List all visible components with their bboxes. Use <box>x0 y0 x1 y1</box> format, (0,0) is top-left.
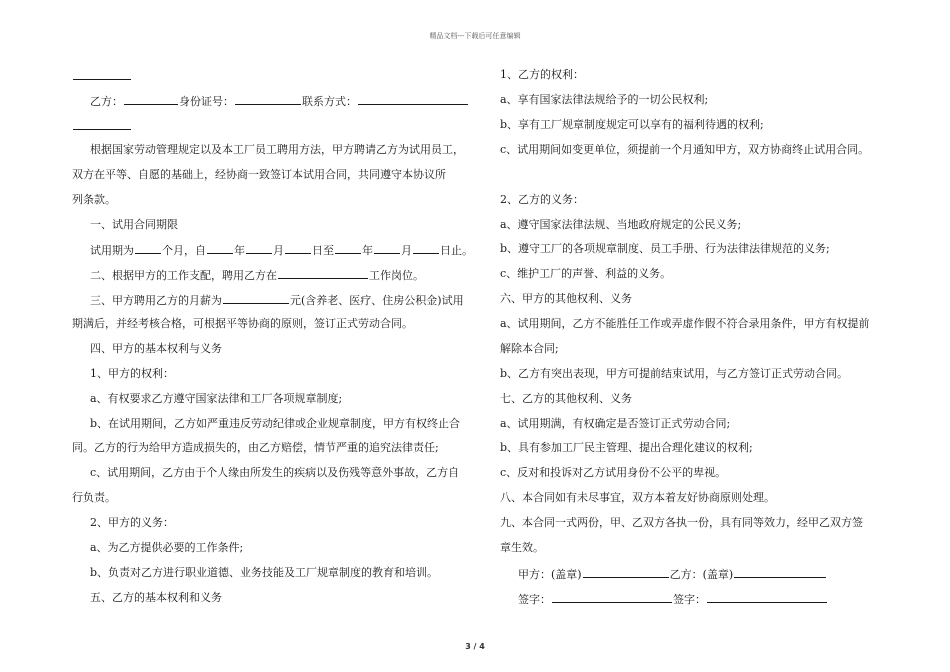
blank <box>135 242 161 254</box>
party-a-right-b-2: 同。乙方的行为给甲方造成损失的，由乙方赔偿，情节严重的追究法律责任; <box>72 441 439 454</box>
section-4-title: 四、甲方的基本权利与义务 <box>90 342 222 355</box>
party-b-duty-a: a、遵守国家法律法规、当地政府规定的公民义务; <box>500 218 742 231</box>
party-b-label: 乙方： <box>90 95 123 108</box>
text: 日至 <box>312 244 334 257</box>
text: 月 <box>401 244 412 257</box>
party-b-sign-label: 签字： <box>673 593 706 606</box>
intro-line-2: 双方在平等、自愿的基础上，经协商一致签订本试用合同，共同遵守本协议所 <box>72 168 446 181</box>
party-a-right-c-1: c、试用期间，乙方由于个人缘由所发生的疾病以及伤残等意外事故，乙方自 <box>90 466 460 479</box>
section-6-a-2: 解除本合同; <box>500 342 559 355</box>
party-a-rights-heading: 1、甲方的权利： <box>90 367 174 380</box>
party-b-info <box>90 93 469 109</box>
section-7-title: 七、乙方的其他权利、义务 <box>500 392 632 405</box>
section-3-line-1 <box>90 292 464 308</box>
seal-line <box>518 566 827 582</box>
text: 试用期为 <box>90 244 134 257</box>
party-a-right-a: a、有权要求乙方遵守国家法律和工厂各项规章制度; <box>90 392 343 405</box>
party-a-right-c-2: 行负责。 <box>72 491 116 504</box>
text: 年 <box>234 244 245 257</box>
blank <box>552 591 672 603</box>
top-blank-line <box>72 68 132 84</box>
party-b-rights-heading: 1、乙方的权利： <box>500 68 584 81</box>
party-b-duty-c: c、维护工厂的声誉、利益的义务。 <box>500 267 672 280</box>
blank <box>278 267 368 279</box>
text: 年 <box>362 244 373 257</box>
text: 工作岗位。 <box>369 269 424 282</box>
party-b-duty-b: b、遵守工厂的各项规章制度、员工手册、行为法律法律规范的义务; <box>500 242 830 255</box>
section-9-line-1: 九、本合同一式两份，甲、乙双方各执一份，具有同等效力，经甲乙双方签 <box>500 516 863 529</box>
page-header: 精品文档---下载后可任意编辑 <box>429 32 521 40</box>
page-number: 3 / 4 <box>465 642 485 651</box>
party-a-seal-label: 甲方：(盖章) <box>518 568 582 581</box>
party-b-duties-heading: 2、乙方的义务： <box>500 193 584 206</box>
blank <box>413 242 439 254</box>
section-6-b: b、乙方有突出表现，甲方可提前结束试用，与乙方签订正式劳动合同。 <box>500 367 849 380</box>
text: 日止。 <box>440 244 473 257</box>
party-a-sign-label: 签字： <box>518 593 551 606</box>
section-8: 八、本合同如有未尽事宜，双方本着友好协商原则处理。 <box>500 491 775 504</box>
contact-label: 联系方式： <box>302 95 357 108</box>
section-7-a: a、试用期满，有权确定是否签订正式劳动合同; <box>500 417 731 430</box>
party-b-right-a: a、享有国家法律法规给予的一切公民权利; <box>500 93 709 106</box>
blank <box>358 93 468 105</box>
text: 月 <box>273 244 284 257</box>
section-5-title: 五、乙方的基本权利和义务 <box>90 591 222 604</box>
text: 个月，自 <box>162 244 206 257</box>
section-7-b: b、具有参加工厂民主管理、提出合理化建议的权利; <box>500 441 753 454</box>
blank <box>246 242 272 254</box>
blank <box>73 68 131 80</box>
id-label: 身份证号： <box>179 95 234 108</box>
party-a-duty-a: a、为乙方提供必要的工作条件; <box>90 541 244 554</box>
intro-line-3: 列条款。 <box>72 193 116 206</box>
party-a-duties-heading: 2、甲方的义务： <box>90 516 174 529</box>
blank <box>124 93 178 105</box>
section-1-title: 一、试用合同期限 <box>90 218 178 231</box>
party-a-right-b-1: b、在试用期间，乙方如严重违反劳动纪律或企业规章制度，甲方有权终止合 <box>90 417 461 430</box>
section-2-line <box>90 267 424 283</box>
blank <box>374 242 400 254</box>
blank <box>207 242 233 254</box>
blank <box>235 93 301 105</box>
blank <box>223 292 289 304</box>
party-a-duty-b: b、负责对乙方进行职业道德、业务技能及工厂规章制度的教育和培训。 <box>90 566 439 579</box>
party-b-seal-label: 乙方：(盖章) <box>669 568 734 581</box>
section-9-line-2: 章生效。 <box>500 541 544 554</box>
blank <box>734 566 826 578</box>
party-b-right-b: b、享有工厂规章制度规定可以享有的福利待遇的权利; <box>500 118 764 131</box>
text: 三、甲方聘用乙方的月薪为 <box>90 294 222 307</box>
blank <box>583 566 669 578</box>
intro-line-1: 根据国家劳动管理规定以及本工厂员工聘用方法，甲方聘请乙方为试用员工， <box>90 143 464 156</box>
blank <box>285 242 311 254</box>
blank <box>335 242 361 254</box>
text: 元(含养老、医疗、住房公积金)试用 <box>290 294 464 307</box>
section-3-line-2: 期满后，并经考核合格，可根据平等协商的原则，签订正式劳动合同。 <box>72 317 413 330</box>
blank-line-2 <box>72 118 132 134</box>
text: 二、根据甲方的工作支配，聘用乙方在 <box>90 269 277 282</box>
section-6-title: 六、甲方的其他权利、义务 <box>500 292 632 305</box>
trial-period-line <box>90 242 473 258</box>
signature-line <box>518 591 828 607</box>
party-b-right-c: c、试用期间如变更单位，须提前一个月通知甲方，双方协商终止试用合同。 <box>500 143 870 156</box>
blank <box>707 591 827 603</box>
section-6-a-1: a、试用期间，乙方不能胜任工作或弄虚作假不符合录用条件，甲方有权提前 <box>500 317 870 330</box>
blank <box>73 118 131 130</box>
section-7-c: c、反对和投诉对乙方试用身份不公平的卑视。 <box>500 466 727 479</box>
